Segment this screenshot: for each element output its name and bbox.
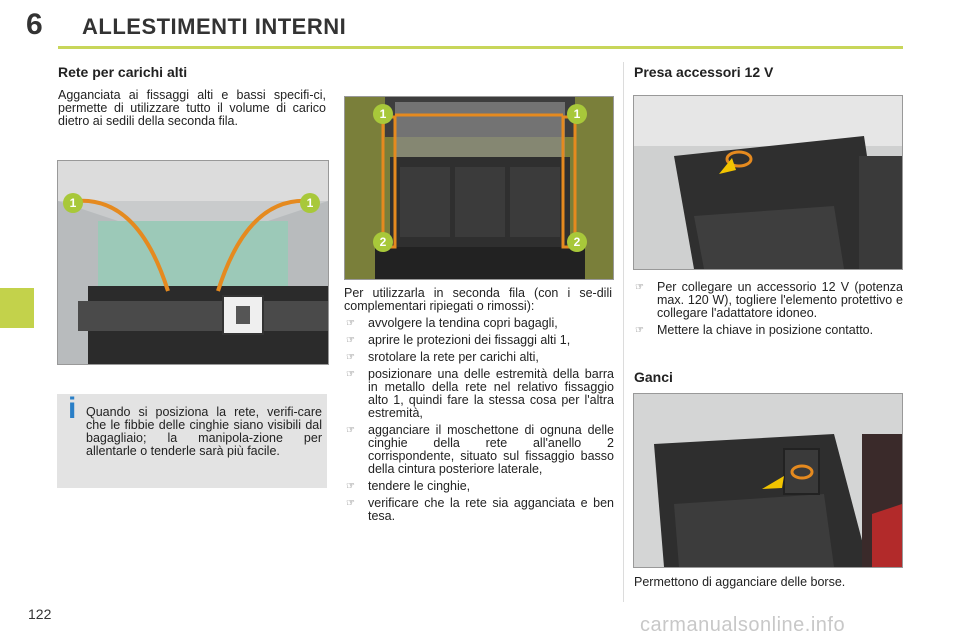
heading-hooks: Ganci	[634, 369, 673, 385]
chapter-tab	[0, 288, 34, 328]
heading-12v-socket: Presa accessori 12 V	[634, 64, 774, 80]
hand-pointer-icon: ☞	[346, 481, 355, 492]
callout-1-left: 1	[373, 104, 393, 124]
list-item: ☞ tendere le cinghie,	[346, 479, 471, 493]
callout-2-left: 2	[373, 232, 393, 252]
info-icon: i	[68, 392, 77, 425]
hand-pointer-icon: ☞	[635, 325, 644, 336]
hand-pointer-icon: ☞	[635, 282, 644, 293]
page-number: 122	[28, 606, 52, 622]
list-item: ☞ Mettere la chiave in posizione contatto.	[635, 323, 874, 337]
callout-1-right: 1	[300, 193, 320, 213]
12v-socket-image	[633, 95, 903, 270]
hand-pointer-icon: ☞	[346, 498, 355, 509]
cargo-net-upper-anchor-image	[57, 160, 329, 365]
chapter-title: ALLESTIMENTI INTERNI	[82, 14, 347, 39]
list-item: ☞ aprire le protezioni dei fissaggi alti 1,	[346, 333, 571, 347]
chapter-number: 6	[26, 8, 43, 41]
hand-pointer-icon: ☞	[346, 425, 355, 436]
callout-1-left: 1	[63, 193, 83, 213]
watermark: carmanualsonline.info	[640, 614, 846, 636]
list-item: ☞ posizionare una delle estremità della barra in metallo della rete nel relativo fissaggio alto 1, quindi fare la stessa cosa per l'altra estremità,	[346, 367, 614, 420]
list-item: ☞ avvolgere la tendina copri bagagli,	[346, 316, 558, 330]
callout-2-right: 2	[567, 232, 587, 252]
list-item: ☞ srotolare la rete per carichi alti,	[346, 350, 539, 364]
heading-high-load-net: Rete per carichi alti	[58, 64, 188, 80]
hooks-image	[633, 393, 903, 568]
hand-pointer-icon: ☞	[346, 318, 355, 329]
list-item: ☞ verificare che la rete sia agganciata e ben tesa.	[346, 496, 614, 523]
hand-pointer-icon: ☞	[346, 369, 355, 380]
installation-steps	[344, 317, 614, 527]
list-item: ☞ Per collegare un accessorio 12 V (potenza max. 120 W), togliere l'elemento protettivo e collegare l'adattatore idoneo.	[635, 280, 903, 320]
callout-1-right: 1	[567, 104, 587, 124]
hand-pointer-icon: ☞	[346, 352, 355, 363]
socket-steps	[633, 281, 903, 341]
usage-intro: Per utilizzarla in seconda fila (con i se-dili complementari ripiegati o rimossi):	[344, 286, 612, 313]
list-item: ☞ agganciare il moschettone di ognuna delle cinghie della rete all'anello 2 corrispondente, situato sul fissaggio basso della cintura posteriore laterale,	[346, 423, 614, 476]
intro-paragraph: Agganciata ai fissaggi alti e bassi specifi-ci, permette di utilizzare tutto il volume di carico dietro ai sedili della seconda fila.	[58, 88, 326, 128]
info-text: Quando si posiziona la rete, verifi-care che le fibbie delle cinghie siano visibili dal bagagliaio; la manipola-zione per allentarle o tenderle sarà più facile.	[86, 405, 322, 458]
hand-pointer-icon: ☞	[346, 335, 355, 346]
hooks-caption: Permettono di agganciare delle borse.	[634, 575, 846, 589]
column-divider	[623, 62, 624, 602]
header-rule	[58, 46, 903, 49]
